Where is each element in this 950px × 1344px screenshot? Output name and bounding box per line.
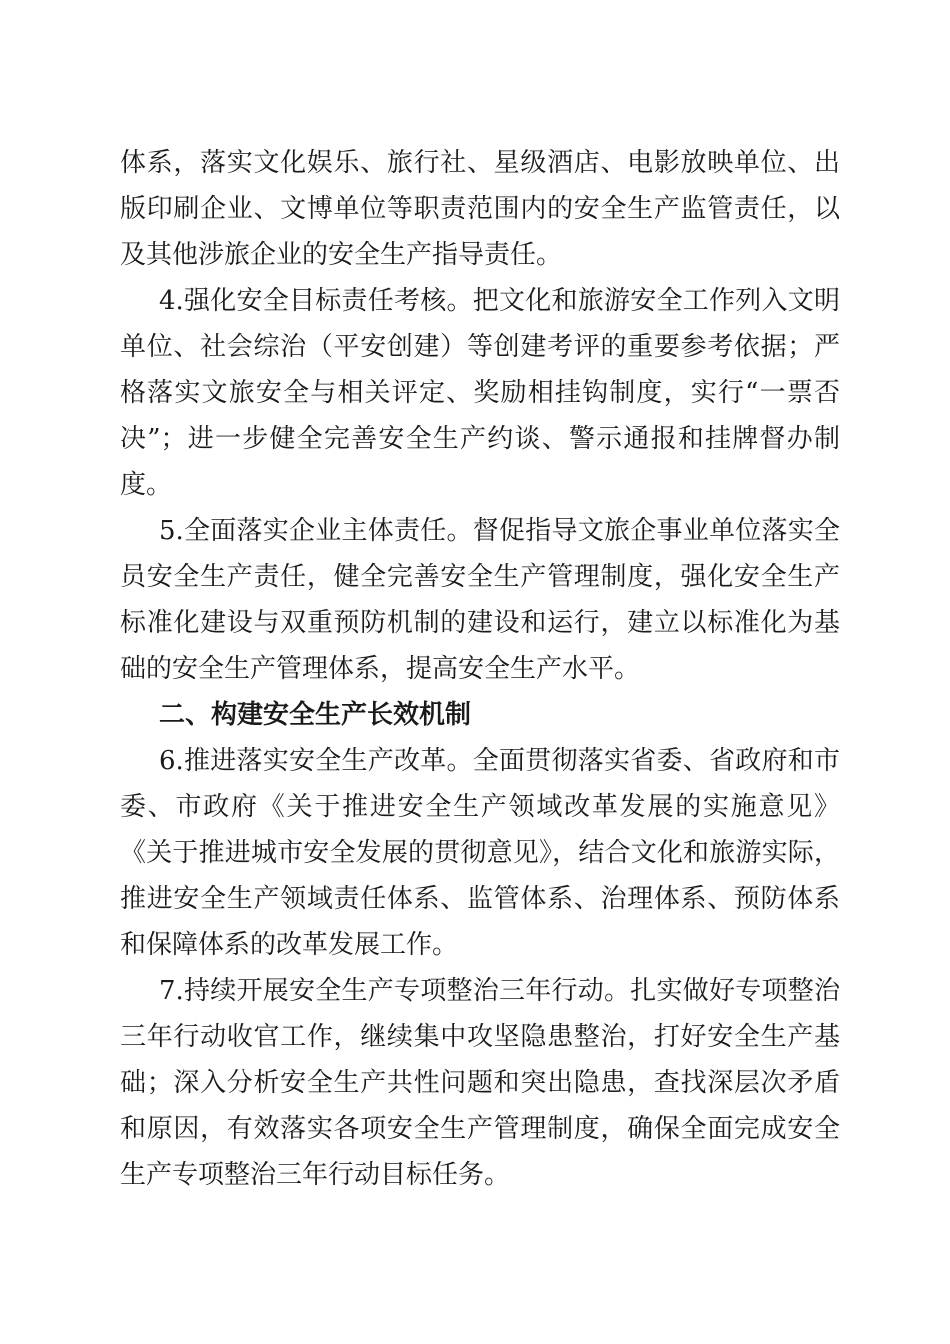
paragraph-line: 决”；进一步健全完善安全生产约谈、警示通报和挂牌督办制: [120, 424, 840, 454]
paragraph-line: 三年行动收官工作，继续集中攻坚隐患整治，打好安全生产基: [120, 1022, 840, 1052]
paragraph-line: 标准化建设与双重预防机制的建设和运行，建立以标准化为基: [120, 608, 840, 638]
paragraph-line: 础的安全生产管理体系，提高安全生产水平。: [120, 654, 641, 684]
paragraph-line: 生产专项整治三年行动目标任务。: [120, 1160, 511, 1190]
paragraph-line: 《关于推进城市安全发展的贯彻意见》，结合文化和旅游实际，: [120, 838, 840, 868]
paragraph-line: 础；深入分析安全生产共性问题和突出隐患，查找深层次矛盾: [120, 1068, 840, 1098]
paragraph-line: 4.强化安全目标责任考核。把文化和旅游安全工作列入文明: [159, 286, 840, 316]
paragraph-line: 版印刷企业、文博单位等职责范围内的安全生产监管责任，以: [120, 194, 840, 224]
paragraph-line: 推进安全生产领域责任体系、监管体系、治理体系、预防体系: [120, 884, 840, 914]
paragraph-line: 体系，落实文化娱乐、旅行社、星级酒店、电影放映单位、出: [120, 148, 840, 178]
paragraph-line: 度。: [120, 470, 173, 500]
paragraph-line: 和原因，有效落实各项安全生产管理制度，确保全面完成安全: [120, 1114, 840, 1144]
paragraph-line: 员安全生产责任，健全完善安全生产管理制度，强化安全生产: [120, 562, 840, 592]
paragraph-line: 6.推进落实安全生产改革。全面贯彻落实省委、省政府和市: [159, 746, 840, 776]
paragraph-line: 委、市政府《关于推进安全生产领域改革发展的实施意见》: [120, 792, 840, 822]
paragraph-line: 单位、社会综治（平安创建）等创建考评的重要参考依据；严: [120, 332, 840, 362]
paragraph-line: 7.持续开展安全生产专项整治三年行动。扎实做好专项整治: [159, 976, 840, 1006]
paragraph-line: 格落实文旅安全与相关评定、奖励相挂钩制度，实行“一票否: [120, 378, 840, 408]
section-heading: 二、构建安全生产长效机制: [159, 700, 472, 730]
paragraph-line: 5.全面落实企业主体责任。督促指导文旅企事业单位落实全: [159, 516, 840, 546]
paragraph-line: 及其他涉旅企业的安全生产指导责任。: [120, 240, 563, 270]
paragraph-line: 和保障体系的改革发展工作。: [120, 930, 459, 960]
